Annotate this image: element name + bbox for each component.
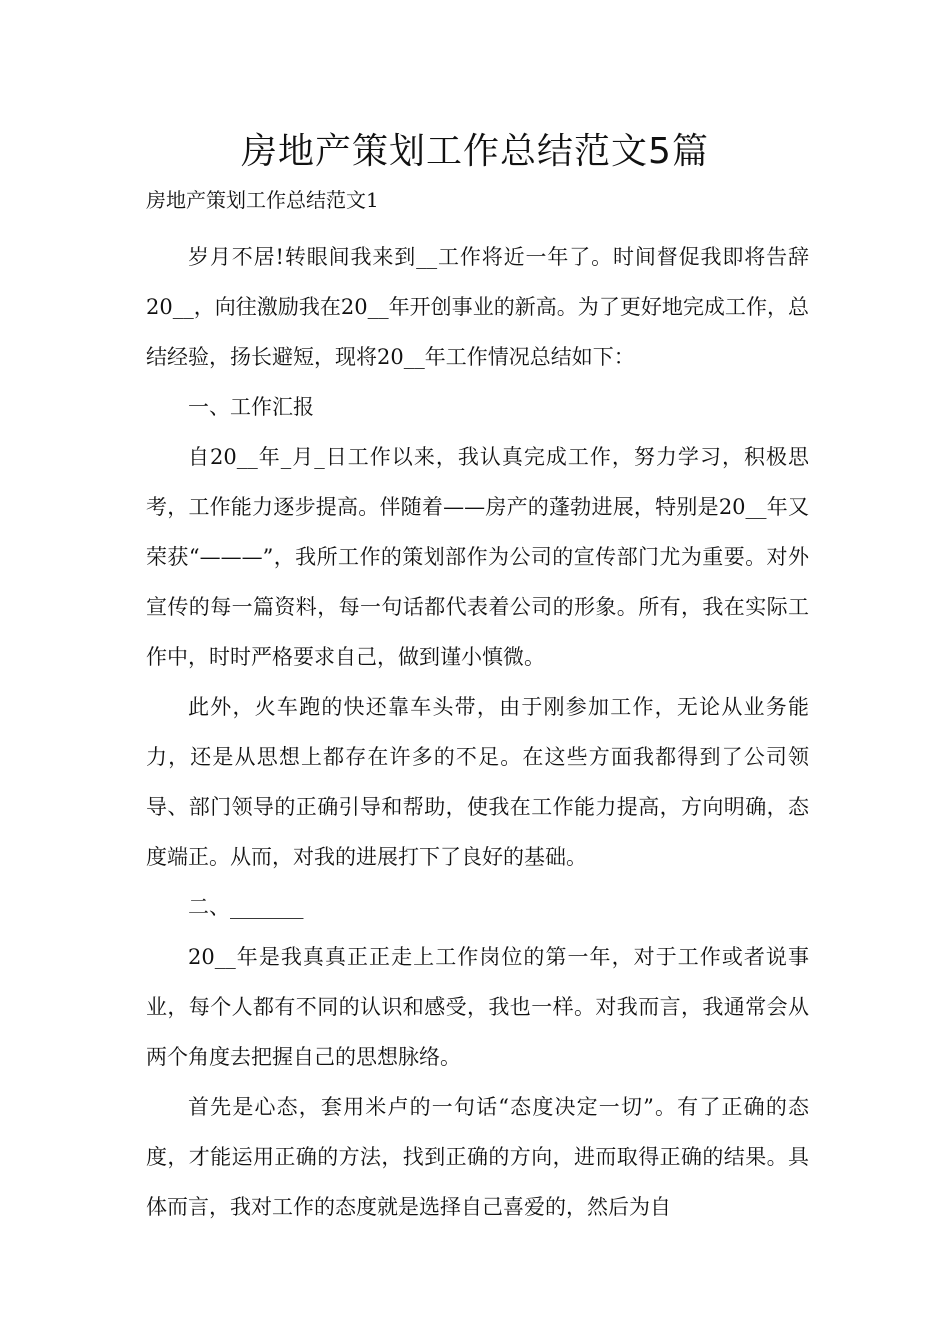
- document-body: [146, 232, 809, 1232]
- paragraph-first-year: 20__年是我真真正正走上工作岗位的第一年，对于工作或者说事业，每个人都有不同的认识和感受，我也一样。对我而言，我通常会从两个角度去把握自己的思想脉络。: [146, 945, 809, 1069]
- section-heading-2: 二、_______: [188, 895, 304, 919]
- section-heading-1: 一、工作汇报: [188, 395, 314, 419]
- paragraph-intro: 岁月不居!转眼间我来到__工作将近一年了。时间督促我即将告辞20__，向往激励我在20__年开创事业的新高。为了更好地完成工作，总结经验，扬长避短，现将20__年工作情况总结如下：: [146, 245, 809, 369]
- document-subtitle: 房地产策划工作总结范文1: [146, 188, 379, 212]
- paragraph-work-report: 自20__年_月_日工作以来，我认真完成工作，努力学习，积极思考，工作能力逐步提高。伴随着——房产的蓬勃进展，特别是20__年又荣获“———”，我所工作的策划部作为公司的宣传部门尤为重要。对外宣传的每一篇资料，每一句话都代表着公司的形象。所有，我在实际工作中，时时严格要求自己，做到谨小慎微。: [146, 445, 809, 669]
- paragraph-attitude: 首先是心态，套用米卢的一句话“态度决定一切”。有了正确的态度，才能运用正确的方法，找到正确的方向，进而取得正确的结果。具体而言，我对工作的态度就是选择自己喜爱的，然后为自: [146, 1095, 809, 1219]
- paragraph-guidance: 此外，火车跑的快还靠车头带，由于刚参加工作，无论从业务能力，还是从思想上都存在许多的不足。在这些方面我都得到了公司领导、部门领导的正确引导和帮助，使我在工作能力提高，方向明确，态度端正。从而，对我的进展打下了良好的基础。: [146, 695, 809, 869]
- document-title: 房地产策划工作总结范文5篇: [241, 131, 709, 172]
